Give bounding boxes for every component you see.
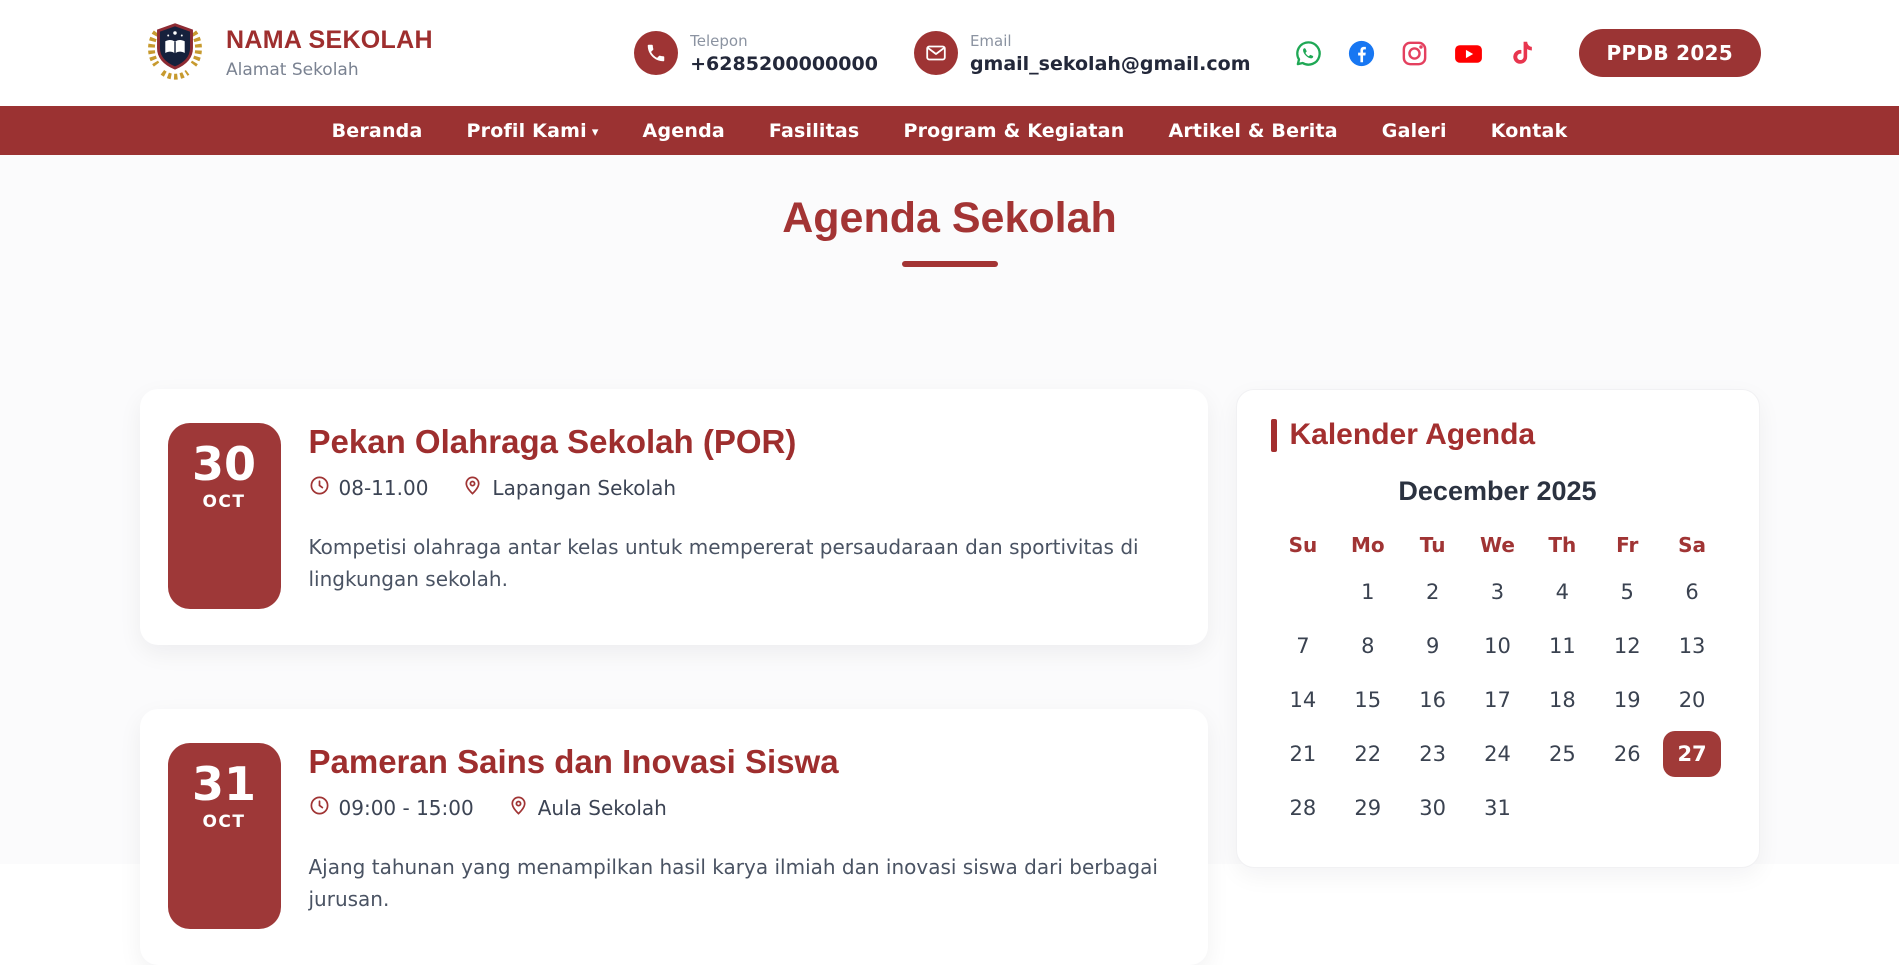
nav-item-kontak[interactable]: Kontak (1490, 119, 1568, 142)
instagram-icon[interactable] (1399, 38, 1430, 69)
calendar-day[interactable]: 26 (1613, 742, 1641, 766)
event-location: Aula Sekolah (508, 795, 667, 821)
calendar-day[interactable]: 31 (1484, 796, 1511, 820)
calendar-day[interactable]: 22 (1354, 742, 1382, 766)
calendar-day[interactable]: 5 (1620, 580, 1634, 604)
calendar-day[interactable]: 9 (1425, 634, 1440, 658)
calendar-day[interactable]: 8 (1361, 634, 1375, 658)
calendar-day[interactable]: 28 (1289, 796, 1317, 820)
calendar-day[interactable]: 13 (1678, 634, 1706, 658)
calendar-day[interactable]: 14 (1289, 688, 1317, 712)
phone-icon (634, 31, 678, 75)
agenda-event-list (140, 389, 1208, 965)
nav-item-program-kegiatan[interactable]: Program & Kegiatan (903, 119, 1125, 142)
event-title-link[interactable]: Pameran Sains dan Inovasi Siswa (308, 743, 839, 780)
agenda-event-card (140, 709, 1208, 965)
title-underline (902, 261, 998, 267)
event-date-badge (168, 743, 281, 929)
event-date-badge (168, 423, 281, 609)
clock-icon (309, 795, 330, 821)
event-day: 31 (191, 757, 256, 811)
calendar-day[interactable]: 16 (1419, 688, 1446, 712)
weekday-label: Fr (1616, 533, 1639, 557)
tiktok-icon[interactable] (1507, 38, 1537, 68)
brand-home-link[interactable] (142, 18, 433, 88)
whatsapp-icon[interactable] (1293, 38, 1324, 69)
clock-icon (309, 475, 330, 501)
nav-item-profil-kami[interactable]: Profil Kami ▾ (466, 119, 599, 142)
calendar-day[interactable]: 4 (1555, 580, 1570, 604)
calendar-day[interactable]: 25 (1548, 742, 1576, 766)
event-location: Lapangan Sekolah (462, 475, 676, 501)
calendar-day[interactable]: 20 (1678, 688, 1706, 712)
youtube-icon[interactable] (1452, 37, 1485, 70)
school-address: Alamat Sekolah (226, 60, 359, 80)
calendar-day[interactable]: 30 (1419, 796, 1446, 820)
email-label: Email (969, 31, 1012, 50)
calendar-day[interactable]: 10 (1484, 634, 1511, 658)
chevron-down-icon: ▾ (591, 124, 599, 140)
agenda-page (0, 155, 1899, 911)
calendar-day[interactable]: 21 (1289, 742, 1317, 766)
event-time: 08-11.00 (309, 475, 429, 501)
calendar-day[interactable]: 1 (1361, 580, 1375, 604)
event-description: Kompetisi olahraga antar kelas untuk mempererat persaudaraan dan sportivitas di lingkungan sekolah. (308, 535, 1139, 591)
nav-item-agenda[interactable]: Agenda (642, 119, 725, 142)
email-contact[interactable] (914, 31, 1251, 75)
calendar-day[interactable]: 29 (1354, 796, 1382, 820)
envelope-icon (914, 31, 958, 75)
event-title-link[interactable]: Pekan Olahraga Sekolah (POR) (308, 423, 797, 460)
calendar-day[interactable]: 27 (1663, 731, 1721, 777)
calendar-day[interactable]: 6 (1685, 580, 1699, 604)
school-name: NAMA SEKOLAH (226, 26, 433, 54)
calendar-day[interactable]: 7 (1296, 634, 1310, 658)
email-value: gmail_sekolah@gmail.com (969, 52, 1251, 75)
top-bar (0, 0, 1899, 106)
calendar-day[interactable]: 2 (1425, 580, 1440, 604)
location-pin-icon (508, 795, 529, 821)
page-title: Agenda Sekolah (782, 194, 1117, 242)
calendar-day[interactable]: 24 (1484, 742, 1511, 766)
calendar-day[interactable]: 17 (1484, 688, 1511, 712)
phone-value: +6285200000000 (690, 52, 878, 75)
calendar-day[interactable]: 15 (1354, 688, 1382, 712)
calendar-day[interactable]: 11 (1548, 634, 1576, 658)
weekday-label: Th (1548, 533, 1577, 557)
calendar-day[interactable]: 18 (1548, 688, 1576, 712)
event-description: Ajang tahunan yang menampilkan hasil karya ilmiah dan inovasi siswa dari berbagai jurusan. (308, 855, 1158, 911)
nav-item-artikel-berita[interactable]: Artikel & Berita (1168, 119, 1338, 142)
event-month: OCT (202, 491, 246, 512)
location-pin-icon (462, 475, 483, 501)
accent-bar (1271, 419, 1277, 452)
nav-item-fasilitas[interactable]: Fasilitas (768, 119, 860, 142)
weekday-label: Tu (1419, 533, 1446, 557)
nav-item-beranda[interactable]: Beranda (331, 119, 423, 142)
agenda-event-card (140, 389, 1208, 645)
event-day: 30 (191, 437, 256, 491)
event-month: OCT (202, 811, 246, 832)
weekday-label: We (1480, 533, 1515, 557)
weekday-label: Su (1288, 533, 1318, 557)
phone-label: Telepon (690, 31, 748, 50)
calendar-day[interactable]: 3 (1490, 580, 1505, 604)
nav-item-galeri[interactable]: Galeri (1381, 119, 1447, 142)
calendar-day[interactable]: 12 (1613, 634, 1641, 658)
social-links (1293, 37, 1537, 70)
calendar-weekday-row (1271, 533, 1725, 557)
calendar-title: Kalender Agenda (1289, 418, 1536, 451)
calendar-widget (1236, 389, 1760, 868)
calendar-day[interactable]: 19 (1613, 688, 1641, 712)
weekday-label: Mo (1350, 533, 1385, 557)
weekday-label: Sa (1678, 533, 1707, 557)
event-time: 09:00 - 15:00 (309, 795, 474, 821)
calendar-day[interactable]: 23 (1419, 742, 1446, 766)
calendar-grid (1271, 565, 1725, 835)
facebook-icon[interactable] (1346, 38, 1377, 69)
main-navigation (0, 106, 1899, 155)
phone-contact[interactable] (634, 31, 878, 75)
calendar-month-label: December 2025 (1398, 476, 1597, 506)
school-crest-logo (142, 18, 208, 88)
ppdb-button[interactable]: PPDB 2025 (1579, 29, 1762, 77)
